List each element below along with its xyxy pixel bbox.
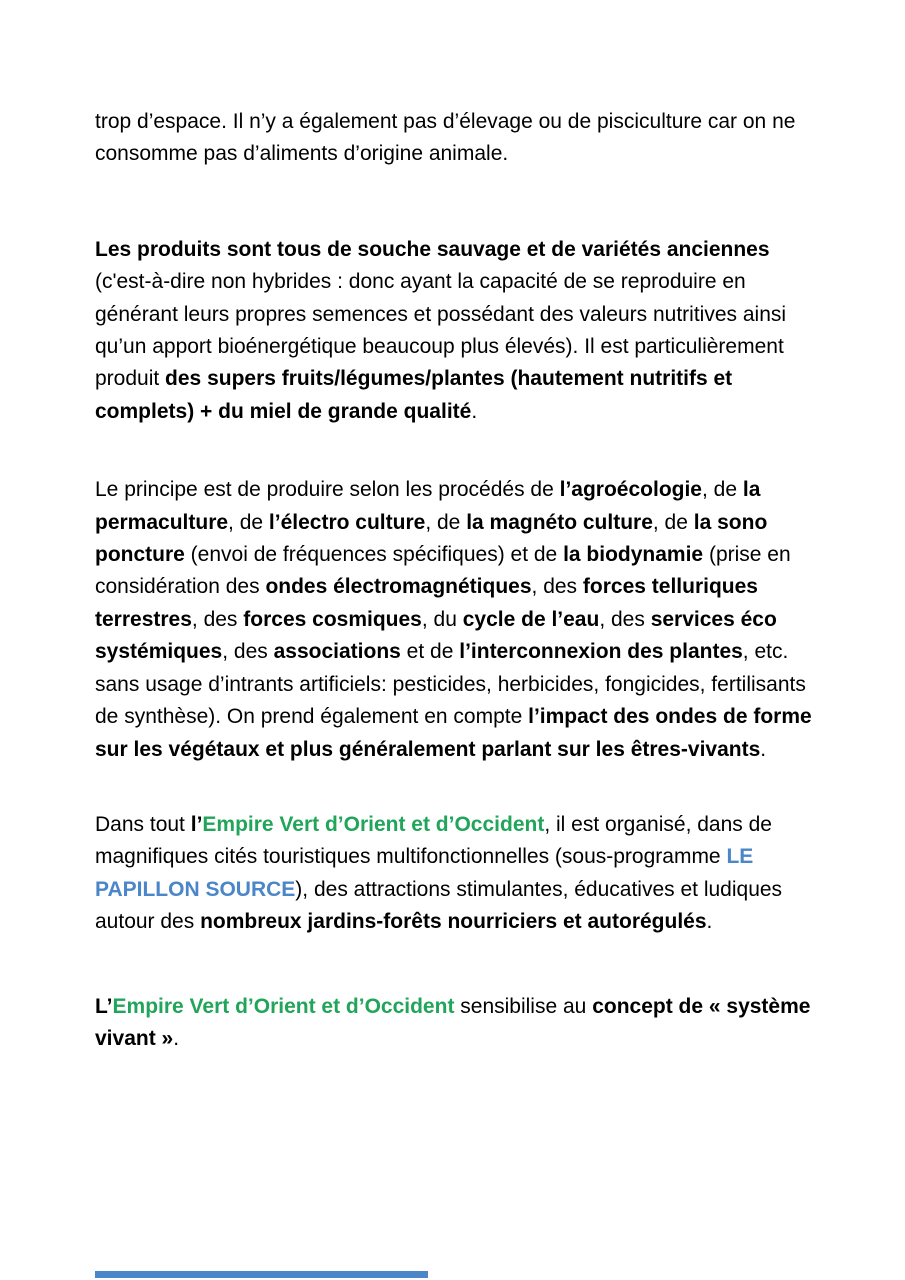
text-line: [95, 874, 835, 906]
text-run: vivant »: [95, 1026, 174, 1050]
paragraph-elevage: [95, 106, 835, 171]
text-line: [95, 474, 835, 506]
text-run: l’impact des ondes de forme: [528, 705, 812, 729]
text-run: forces telluriques: [582, 575, 758, 599]
text-run: et de: [400, 640, 460, 664]
text-run: l’agroécologie: [559, 478, 702, 502]
text-run: (prise en: [703, 543, 791, 567]
text-line: [95, 841, 835, 873]
text-line: [95, 299, 835, 331]
text-run: la biodynamie: [563, 543, 704, 567]
text-line: [95, 266, 835, 298]
text-run: (envoi de fréquences spécifiques) et de: [184, 543, 564, 567]
text-run: , de: [702, 478, 743, 502]
text-run: .: [706, 910, 713, 934]
text-run: terrestres: [95, 607, 192, 631]
text-line: [95, 809, 835, 841]
text-line: [95, 991, 835, 1023]
text-run: la sono: [693, 510, 768, 534]
text-run: .: [760, 737, 767, 761]
text-run: , etc.: [742, 640, 789, 664]
text-run: , de: [425, 510, 467, 534]
text-line: [95, 906, 835, 938]
text-line: [95, 363, 835, 395]
text-run: considération des: [95, 575, 266, 599]
text-run: , du: [421, 607, 463, 631]
text-run: sensibilise au: [454, 994, 593, 1018]
text-run: , de: [652, 510, 694, 534]
text-run: magnifiques cités touristiques multifonctionnelles (sous-programme: [95, 845, 727, 869]
text-run: L’: [95, 994, 113, 1018]
paragraph-principe: [95, 474, 835, 766]
text-run: , de: [228, 510, 269, 534]
text-run: cycle de l’eau: [462, 607, 600, 631]
paragraph-empire-vert: [95, 809, 835, 939]
text-line: [95, 1023, 835, 1055]
text-run: services éco: [650, 607, 777, 631]
text-line: [95, 234, 835, 266]
highlighted-text-run: PAPILLON SOURCE: [95, 877, 296, 901]
text-run: .: [173, 1026, 180, 1050]
text-line: [95, 604, 835, 636]
text-line: [95, 734, 835, 766]
text-run: , il est organisé, dans de: [544, 812, 772, 836]
text-run: Le principe est de produire selon les procédés de: [95, 478, 560, 502]
text-run: consomme pas d’aliments d’origine animale.: [95, 142, 509, 166]
text-line: [95, 636, 835, 668]
document-body: [95, 106, 835, 1055]
text-run: autour des: [95, 910, 201, 934]
text-run: forces cosmiques: [243, 607, 422, 631]
text-line: [95, 669, 835, 701]
text-run: nombreux jardins-forêts nourriciers et autorégulés: [200, 910, 707, 934]
text-run: la magnéto culture: [466, 510, 653, 534]
text-run: , des: [222, 640, 274, 664]
text-run: Dans tout: [95, 812, 191, 836]
text-run: associations: [273, 640, 401, 664]
text-run: .: [471, 399, 478, 423]
text-run: l’interconnexion des plantes: [459, 640, 743, 664]
text-run: qu’un apport bioénergétique beaucoup plus élevés). Il est particulièrement: [95, 335, 784, 359]
text-run: ), des attractions stimulantes, éducatives et ludiques: [295, 877, 783, 901]
text-line: [95, 571, 835, 603]
text-run: générant leurs propres semences et possédant des valeurs nutritives ainsi: [95, 302, 787, 326]
text-run: l’électro culture: [268, 510, 426, 534]
text-run: complets) + du miel de grande qualité: [95, 399, 472, 423]
text-line: [95, 138, 835, 170]
text-line: [95, 539, 835, 571]
text-run: concept de « système: [592, 994, 811, 1018]
text-run: , des: [531, 575, 583, 599]
text-run: la: [742, 478, 761, 502]
clipped-blue-element: [95, 1271, 428, 1278]
highlighted-text-run: Empire Vert d’Orient et d’Occident: [202, 812, 545, 836]
text-line: [95, 396, 835, 428]
text-run: sans usage d’intrants artificiels: pesticides, herbicides, fongicides, fertilisants: [95, 672, 806, 696]
text-run: ondes électromagnétiques: [265, 575, 532, 599]
text-run: (c'est-à-dire non hybrides : donc ayant la capacité de se reproduire en: [95, 270, 746, 294]
text-line: [95, 331, 835, 363]
text-run: , des: [599, 607, 651, 631]
text-run: de synthèse). On prend également en compte: [95, 705, 529, 729]
text-run: l’: [190, 812, 203, 836]
highlighted-text-run: LE: [726, 845, 754, 869]
text-run: systémiques: [95, 640, 223, 664]
text-run: poncture: [95, 543, 185, 567]
text-line: [95, 106, 835, 138]
text-run: produit: [95, 367, 166, 391]
text-run: , des: [191, 607, 244, 631]
text-run: sur les végétaux et plus généralement parlant sur les êtres-vivants: [95, 737, 761, 761]
text-run: trop d’espace. Il n’y a également pas d’élevage ou de pisciculture car on ne: [95, 110, 796, 133]
text-line: [95, 701, 835, 733]
highlighted-text-run: Empire Vert d’Orient et d’Occident: [112, 994, 455, 1018]
text-run: Les produits sont tous de souche sauvage et de variétés anciennes: [95, 237, 770, 261]
text-run: permaculture: [95, 510, 229, 534]
paragraph-produits: [95, 234, 835, 428]
text-line: [95, 507, 835, 539]
text-run: des supers fruits/légumes/plantes (hautement nutritifs et: [165, 367, 733, 391]
paragraph-systeme-vivant: [95, 991, 835, 1056]
